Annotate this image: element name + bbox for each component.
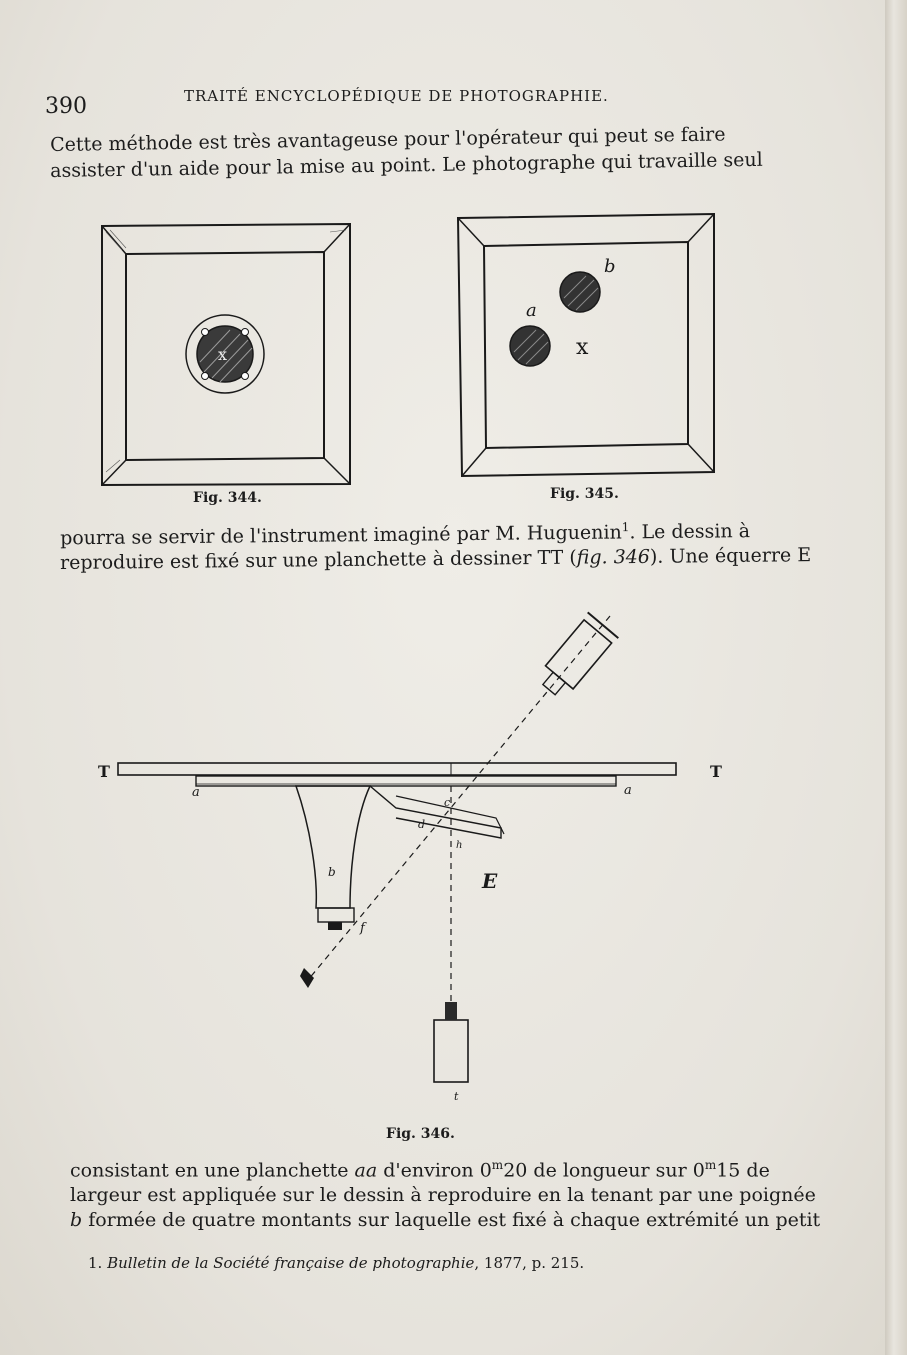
page-edge xyxy=(885,0,907,1355)
figure-344 xyxy=(100,222,352,488)
fig346-label-t: t xyxy=(454,1090,459,1103)
paragraph-bottom-line-1: consistant en une planchette aa d'environ 0$^m$20 de longueur sur 0$^m$15 de xyxy=(70,1158,770,1182)
fig346-label-a-left: a xyxy=(192,785,200,800)
page-number: 390 xyxy=(45,94,87,119)
fig346-label-T-right: T xyxy=(710,762,722,781)
fig346-label-c: c xyxy=(444,796,451,809)
fig345-label-a: a xyxy=(526,300,537,321)
fig346-label-h: h xyxy=(456,840,463,851)
paragraph-bottom-line-3: b formée de quatre montants sur laquelle est fixé à chaque extrémité un petit xyxy=(70,1209,821,1231)
fig344-mark-x: x xyxy=(218,345,228,364)
fig346-label-E: E xyxy=(482,869,498,893)
paragraph-top-line-2: assister d'un aide pour la mise au point. Le photographe qui travaille seul xyxy=(50,148,763,182)
fig346-label-b: b xyxy=(328,865,336,879)
fig346-label-T-left: T xyxy=(98,762,110,781)
footnote: 1. Bulletin de la Société française de photographie, 1877, p. 215. xyxy=(88,1254,585,1272)
paragraph-mid-line-1: pourra se servir de l'instrument imaginé par M. Huguenin$^1$. Le dessin à xyxy=(60,520,751,550)
fig346-label-f: f xyxy=(360,921,365,936)
fig346-label-d: d xyxy=(418,818,426,831)
paragraph-top-line-1: Cette méthode est très avantageuse pour l'opérateur qui peut se faire xyxy=(50,123,726,156)
fig-344-caption: Fig. 344. xyxy=(193,490,262,506)
fig-345-caption: Fig. 345. xyxy=(550,486,619,502)
fig345-label-b: b xyxy=(604,256,616,277)
fig345-mark-x: x xyxy=(576,335,589,360)
paragraph-bottom-line-2: largeur est appliquée sur le dessin à reproduire en la tenant par une poignée xyxy=(70,1184,816,1206)
figure-346 xyxy=(96,596,746,1116)
fig-346-caption: Fig. 346. xyxy=(386,1126,455,1142)
running-title: TRAITÉ ENCYCLOPÉDIQUE DE PHOTOGRAPHIE. xyxy=(184,87,609,105)
paragraph-mid-line-2: reproduire est fixé sur une planchette à dessiner TT (fig. 346). Une équerre E xyxy=(60,544,812,574)
fig346-label-a-right: a xyxy=(624,783,632,798)
figure-345 xyxy=(456,212,718,478)
